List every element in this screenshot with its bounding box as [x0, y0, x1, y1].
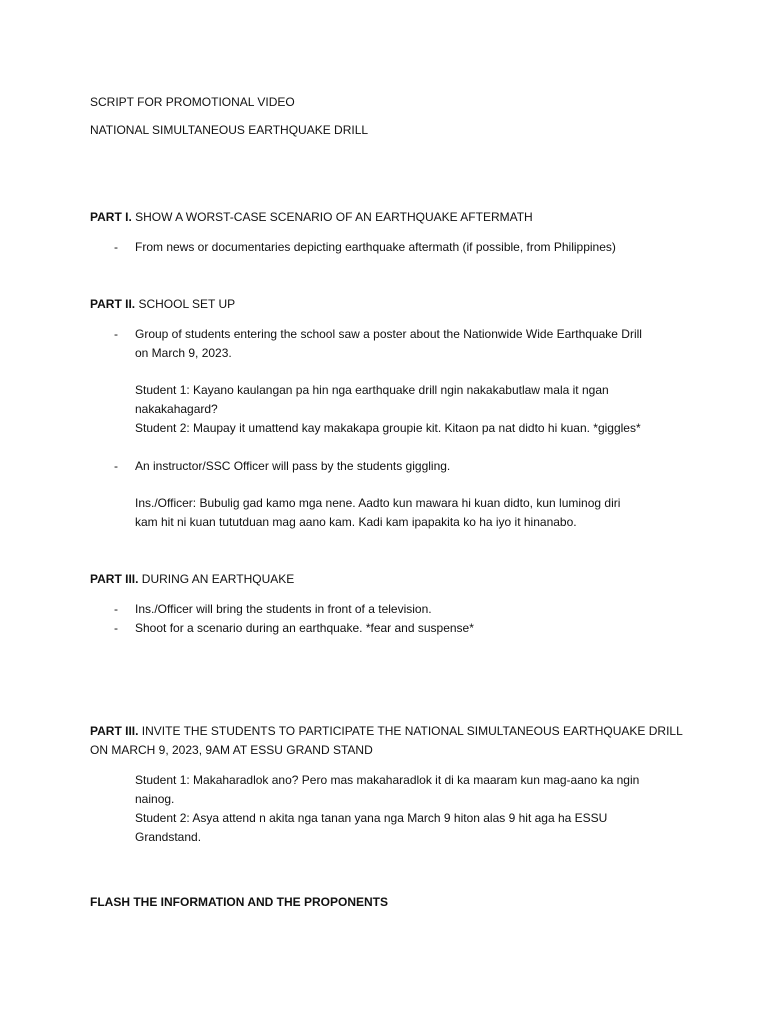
part2-student1-line1: Student 1: Kayano kaulangan pa hin nga earthquake drill ngin nakakabutlaw mala it ngan — [135, 383, 609, 397]
closing-heading: FLASH THE INFORMATION AND THE PROPONENTS — [90, 895, 388, 909]
document-title: SCRIPT FOR PROMOTIONAL VIDEO — [90, 95, 295, 109]
part2-label: PART II. — [90, 297, 136, 311]
part2-bullet1-line2: on March 9, 2023. — [135, 346, 232, 360]
part2-bullet1-line1: Group of students entering the school saw a poster about the Nationwide Wide Earthquake Drill — [135, 327, 642, 341]
bullet-dash: - — [114, 459, 118, 473]
part2-student2: Student 2: Maupay it umattend kay makakapa groupie kit. Kitaon pa nat didto hi kuan. *giggles* — [135, 421, 641, 435]
part2-student1-line2: nakakahagard? — [135, 402, 218, 416]
part1-label: PART I. — [90, 210, 132, 224]
part4-student1-line1: Student 1: Makaharadlok ano? Pero mas makaharadlok it di ka maaram kun mag-aano ka ngin — [135, 773, 640, 787]
part2-heading — [90, 295, 235, 314]
part2-officer-line1: Ins./Officer: Bubulig gad kamo mga nene. Aadto kun mawara hi kuan didto, kun luminog diri — [135, 496, 621, 510]
part3-bullet2: Shoot for a scenario during an earthquake. *fear and suspense* — [135, 621, 474, 635]
part4-label: PART III. — [90, 724, 139, 738]
part3-heading-text: DURING AN EARTHQUAKE — [138, 572, 295, 586]
part4-student1-line2: nainog. — [135, 792, 175, 806]
document-subtitle: NATIONAL SIMULTANEOUS EARTHQUAKE DRILL — [90, 123, 369, 137]
bullet-dash: - — [114, 602, 118, 616]
part1-heading-text: SHOW A WORST-CASE SCENARIO OF AN EARTHQUAKE AFTERMATH — [131, 210, 533, 224]
part4-heading-line1 — [90, 722, 683, 741]
part2-bullet2: An instructor/SSC Officer will pass by the students giggling. — [135, 459, 451, 473]
part1-heading — [90, 208, 533, 227]
bullet-dash: - — [114, 621, 118, 635]
part3-bullet1: Ins./Officer will bring the students in front of a television. — [135, 602, 432, 616]
part1-bullet1: From news or documentaries depicting earthquake aftermath (if possible, from Philippines) — [135, 240, 616, 254]
part2-heading-text: SCHOOL SET UP — [135, 297, 236, 311]
part3-label: PART III. — [90, 572, 139, 586]
part4-student2-line1: Student 2: Asya attend n akita nga tanan yana nga March 9 hiton alas 9 hit aga ha ESSU — [135, 811, 608, 825]
part4-heading-line2: ON MARCH 9, 2023, 9AM AT ESSU GRAND STAND — [90, 743, 373, 757]
part2-officer-line2: kam hit ni kuan tututduan mag aano kam. Kadi kam ipapakita ko ha iyo it hinanabo. — [135, 515, 577, 529]
part4-student2-line2: Grandstand. — [135, 830, 202, 844]
part3-heading — [90, 570, 294, 589]
bullet-dash: - — [114, 327, 118, 341]
bullet-dash: - — [114, 240, 118, 254]
part4-heading-text: INVITE THE STUDENTS TO PARTICIPATE THE NATIONAL SIMULTANEOUS EARTHQUAKE DRILL — [138, 724, 683, 738]
